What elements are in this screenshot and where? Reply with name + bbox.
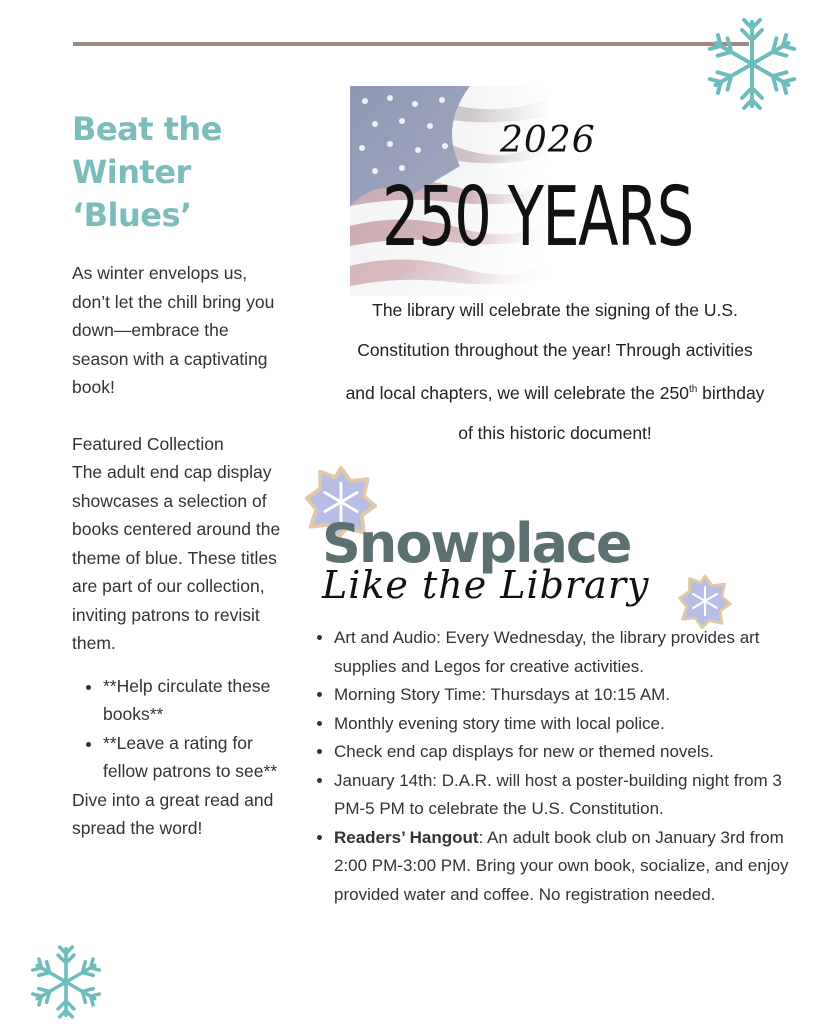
item-text: : An adult book club on January 3rd from 2:00 PM-3:00 PM. Bring your own book, socialize, and enjoy provided water and coffee. No registration needed.	[334, 827, 789, 904]
snowflake-icon	[28, 944, 104, 1020]
anniversary-text-part2: birthday of this historic document!	[458, 382, 765, 443]
closing-text: Dive into a great read and spread the word!	[72, 789, 274, 838]
anniversary-headline: 250 YEARS	[382, 170, 693, 265]
left-column	[72, 108, 287, 843]
snowflake-badge-icon	[677, 573, 733, 629]
item-text: January 14th: D.A.R. will host a poster-building night from 3 PM-5 PM to celebrate the U.S. Constitution.	[334, 770, 782, 818]
ordinal-suffix: th	[688, 384, 698, 395]
anniversary-year: 2026	[500, 120, 596, 161]
list-item	[334, 624, 804, 681]
anniversary-text-part1: The library will celebrate the signing of the U.S. Constitution throughout the year! Through activities and local chapters, we will celebrate the 250	[345, 300, 753, 403]
list-item: • **Help circulate these books**	[103, 672, 287, 729]
featured-title: Featured Collection	[72, 433, 224, 454]
snowplace-subtitle: Like the Library	[322, 563, 650, 607]
list-item	[334, 681, 804, 710]
beat-winter-heading: Beat the Winter ‘Blues’	[72, 110, 222, 234]
list-item	[334, 738, 804, 767]
item-text: Morning Story Time: Thursdays at 10:15 AM.	[334, 685, 671, 704]
anniversary-text	[345, 290, 765, 453]
list-item	[334, 767, 804, 824]
item-text: Art and Audio: Every Wednesday, the library provides art supplies and Legos for creative activities.	[334, 628, 760, 676]
top-divider	[73, 42, 749, 46]
list-item	[334, 824, 804, 910]
action-list	[72, 672, 287, 786]
item-text: Monthly evening story time with local police.	[334, 713, 665, 733]
snowflake-icon	[704, 16, 800, 112]
intro-paragraph: As winter envelops us, don’t let the chill bring you down—embrace the season with a captivating book!	[72, 263, 275, 397]
featured-text: The adult end cap display showcases a selection of books centered around the theme of blue. These titles are part of our collection, inviting patrons to revisit them.	[72, 462, 281, 653]
featured-collection	[72, 430, 287, 658]
snowplace-title: Snowplace	[322, 512, 631, 575]
list-item: • **Leave a rating for fellow patrons to see**	[103, 729, 287, 786]
events-list	[314, 624, 804, 909]
list-item	[334, 710, 804, 739]
item-text: Check end cap displays for new or themed novels.	[334, 742, 714, 761]
item-bold: Readers’ Hangout	[334, 827, 479, 847]
